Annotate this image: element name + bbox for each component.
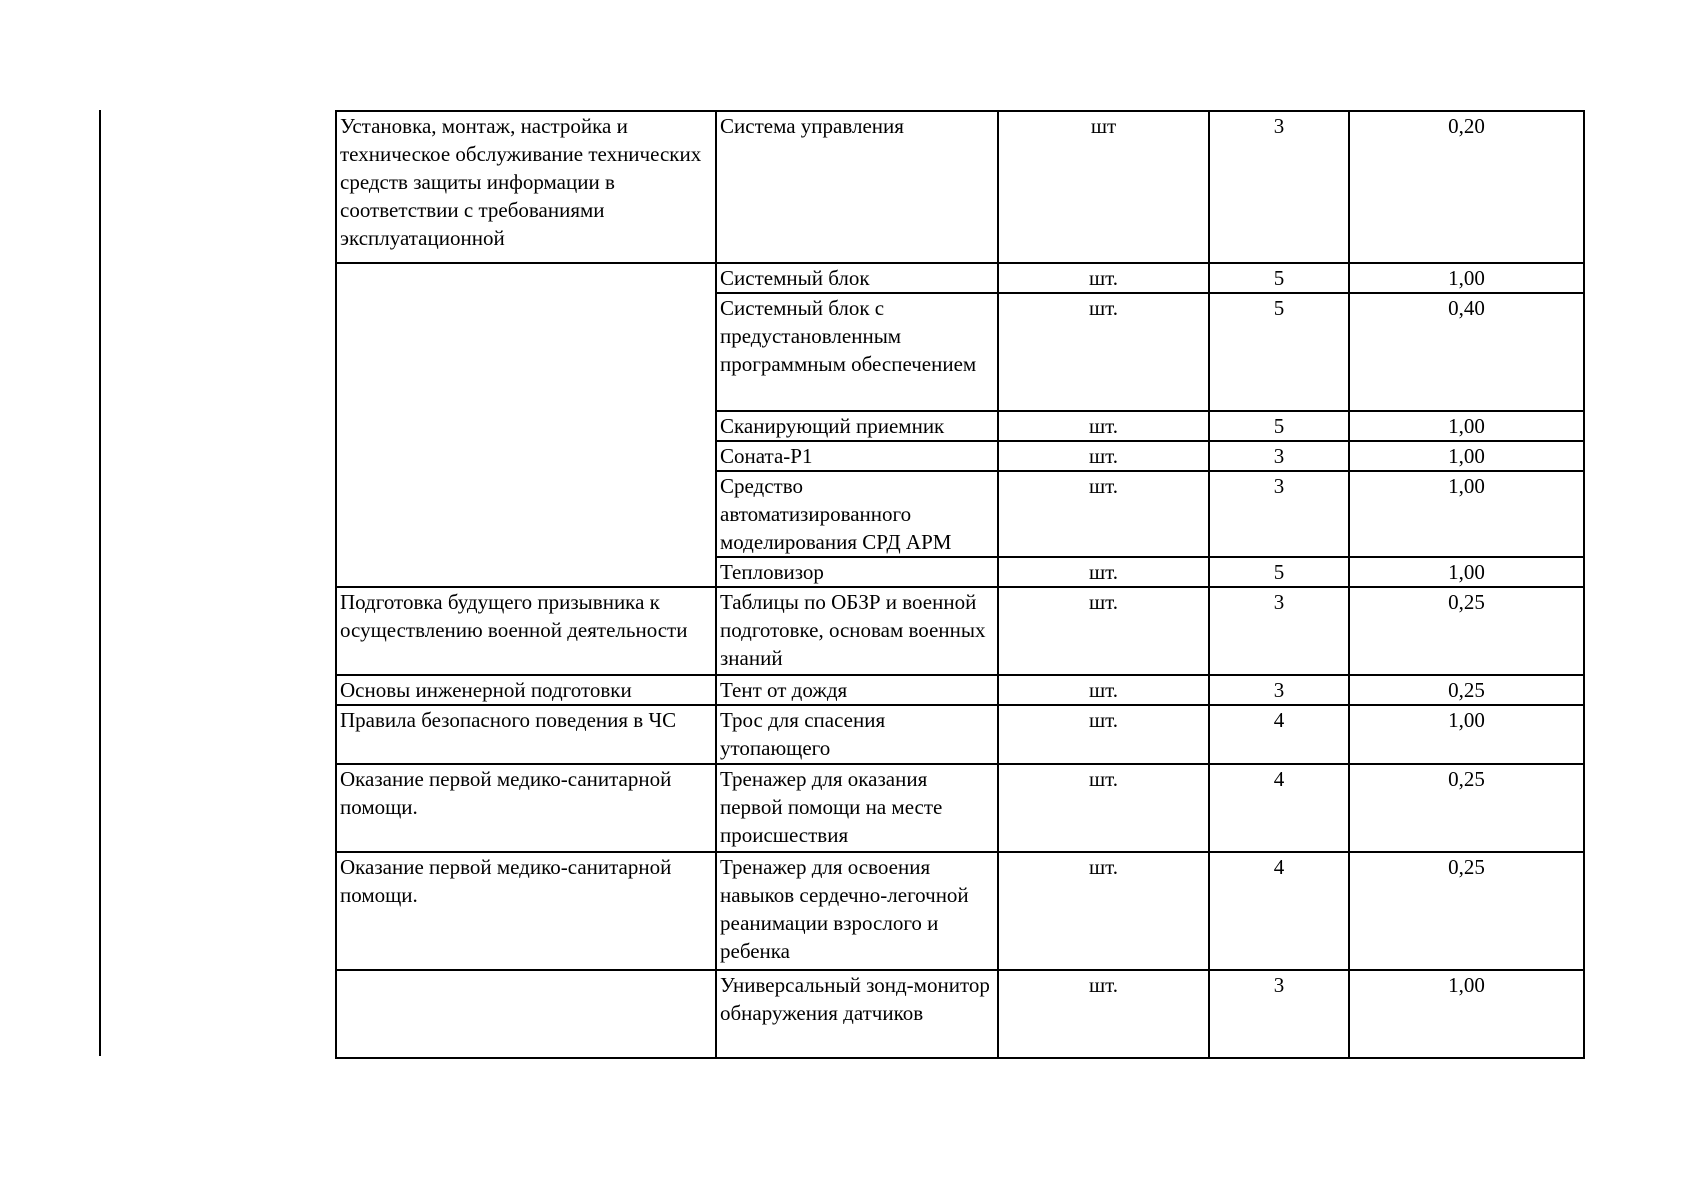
unit-cell: шт.: [998, 764, 1209, 852]
quantity-cell: 4: [1209, 852, 1349, 970]
quantity-cell: 4: [1209, 764, 1349, 852]
value-cell: 1,00: [1349, 471, 1584, 557]
value-cell: 1,00: [1349, 970, 1584, 1058]
quantity-cell: 3: [1209, 441, 1349, 471]
table-row: [336, 705, 1584, 764]
unit-cell: шт.: [998, 970, 1209, 1058]
unit-cell: шт.: [998, 557, 1209, 587]
quantity-cell: 5: [1209, 263, 1349, 293]
table-row: [336, 263, 1584, 293]
quantity-cell: 5: [1209, 411, 1349, 441]
item-name-cell: Системный блок с предустановленным программным обеспечением: [716, 293, 998, 411]
table-row: [336, 764, 1584, 852]
table-row: [336, 852, 1584, 970]
quantity-cell: 5: [1209, 293, 1349, 411]
section-cell: Подготовка будущего призывника к осуществлению военной деятельности: [336, 587, 716, 675]
table-row: [336, 675, 1584, 705]
table-row: [336, 970, 1584, 1058]
value-cell: 0,40: [1349, 293, 1584, 411]
item-name-cell: Тепловизор: [716, 557, 998, 587]
unit-cell: шт.: [998, 471, 1209, 557]
unit-cell: шт.: [998, 675, 1209, 705]
quantity-cell: 3: [1209, 471, 1349, 557]
value-cell: 0,25: [1349, 587, 1584, 675]
item-name-cell: Тренажер для оказания первой помощи на месте происшествия: [716, 764, 998, 852]
item-name-cell: Универсальный зонд-монитор обнаружения датчиков: [716, 970, 998, 1058]
item-name-cell: Соната-Р1: [716, 441, 998, 471]
value-cell: 1,00: [1349, 441, 1584, 471]
unit-cell: шт.: [998, 293, 1209, 411]
quantity-cell: 5: [1209, 557, 1349, 587]
quantity-cell: 4: [1209, 705, 1349, 764]
item-name-cell: Тент от дождя: [716, 675, 998, 705]
value-cell: 0,20: [1349, 111, 1584, 263]
unit-cell: шт.: [998, 852, 1209, 970]
item-name-cell: Сканирующий приемник: [716, 411, 998, 441]
unit-cell: шт.: [998, 587, 1209, 675]
quantity-cell: 3: [1209, 675, 1349, 705]
section-cell: Правила безопасного поведения в ЧС: [336, 705, 716, 764]
value-cell: 1,00: [1349, 705, 1584, 764]
value-cell: 1,00: [1349, 557, 1584, 587]
table-row: [336, 587, 1584, 675]
equipment-table: [335, 110, 1585, 1059]
quantity-cell: 3: [1209, 970, 1349, 1058]
item-name-cell: Тренажер для освоения навыков сердечно-легочной реанимации взрослого и ребенка: [716, 852, 998, 970]
value-cell: 0,25: [1349, 764, 1584, 852]
section-cell: [336, 263, 716, 587]
section-cell: Установка, монтаж, настройка и техническое обслуживание технических средств защиты информации в соответствии с требованиями эксплуатационной: [336, 111, 716, 263]
item-name-cell: Средство автоматизированного моделирования СРД АРМ: [716, 471, 998, 557]
quantity-cell: 3: [1209, 587, 1349, 675]
section-cell: Оказание первой медико-санитарной помощи.: [336, 852, 716, 970]
value-cell: 1,00: [1349, 411, 1584, 441]
table-row: [336, 111, 1584, 263]
section-cell: Основы инженерной подготовки: [336, 675, 716, 705]
item-name-cell: Система управления: [716, 111, 998, 263]
item-name-cell: Таблицы по ОБЗР и военной подготовке, основам военных знаний: [716, 587, 998, 675]
quantity-cell: 3: [1209, 111, 1349, 263]
section-cell: Оказание первой медико-санитарной помощи.: [336, 764, 716, 852]
value-cell: 0,25: [1349, 852, 1584, 970]
unit-cell: шт.: [998, 411, 1209, 441]
unit-cell: шт: [998, 111, 1209, 263]
item-name-cell: Системный блок: [716, 263, 998, 293]
unit-cell: шт.: [998, 441, 1209, 471]
left-margin-rule: [99, 110, 101, 1056]
section-cell: [336, 970, 716, 1058]
value-cell: 0,25: [1349, 675, 1584, 705]
item-name-cell: Трос для спасения утопающего: [716, 705, 998, 764]
unit-cell: шт.: [998, 263, 1209, 293]
unit-cell: шт.: [998, 705, 1209, 764]
value-cell: 1,00: [1349, 263, 1584, 293]
